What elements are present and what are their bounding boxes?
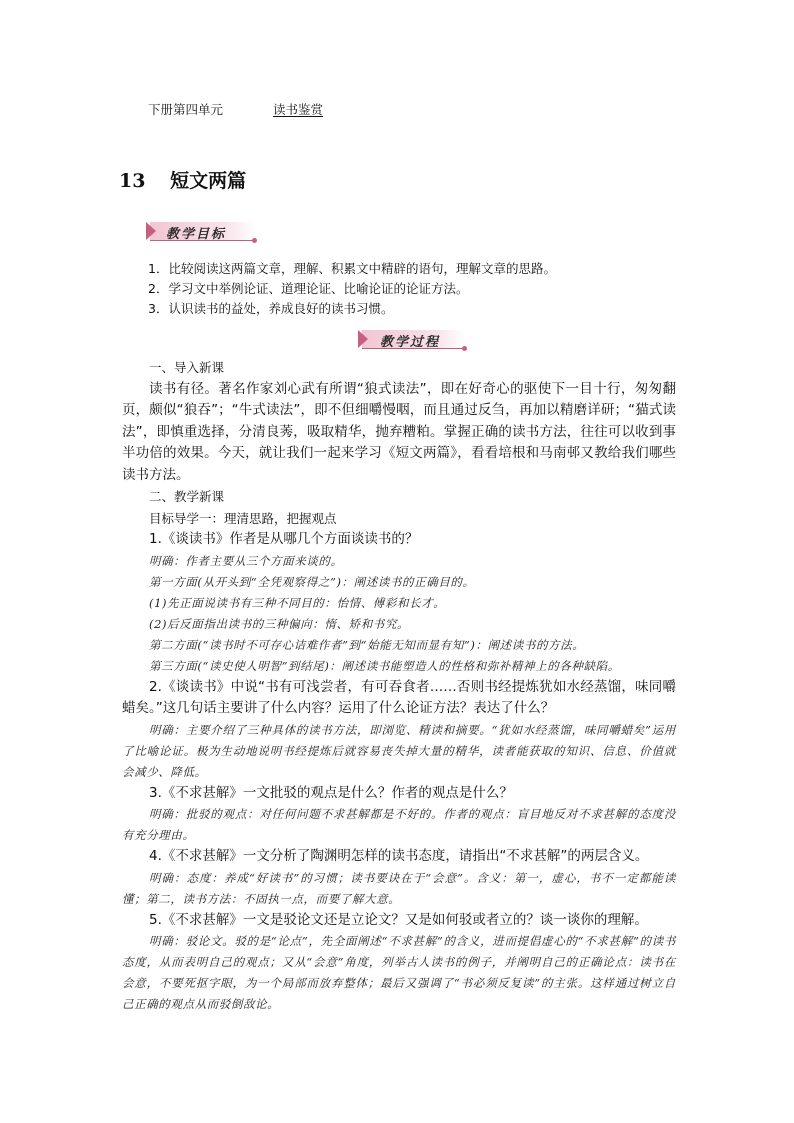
banner-dot-icon — [462, 346, 467, 351]
banner-flag-icon — [146, 222, 156, 240]
answer-1-part: (1)先正面说读书有三种不同目的：怡情、傅彩和长才。 — [149, 595, 446, 610]
goal-item: 3．认识读书的益处，养成良好的读书习惯。 — [148, 301, 394, 316]
goals-banner-label: 教学目标 — [166, 227, 227, 242]
goals-list — [148, 259, 556, 319]
section-heading: 二、教学新课 — [149, 489, 225, 504]
answer-1-part: 第二方面(“读书时不可存心诘难作者”到“始能无知而显有知”)：阐述读书的方法。 — [149, 637, 585, 652]
question-5: 5.《不求甚解》一文是驳论文还是立论文？又是如何驳或者立的？谈一谈你的理解。 — [149, 911, 648, 928]
answer-1-part: 第三方面(“读史使人明智”到结尾)：阐述读书能塑造人的性格和弥补精神上的各种缺陷。 — [149, 658, 620, 673]
process-banner-label: 教学过程 — [380, 335, 441, 350]
question-1: 1.《谈读书》作者是从哪几个方面谈读书的？ — [149, 531, 419, 547]
question-2: 2.《谈读书》中说“书有可浅尝者，有可吞食者……否则书经提炼犹如水经蒸馏，味同嚼蜡矣。”这几句话主要讲了什么内容？运用了什么论证方法？表达了什么？ — [122, 678, 676, 716]
question-4: 4.《不求甚解》一文分析了陶渊明怎样的读书态度，请指出“不求甚解”的两层含义。 — [149, 848, 649, 864]
goal-item: 2．学习文中举例论证、道理论证、比喻论证的论证方法。 — [148, 281, 469, 296]
lesson-name: 短文两篇 — [170, 170, 247, 192]
process-banner — [358, 330, 476, 350]
banner-dot-icon — [252, 238, 257, 243]
answer-1-part: (2)后反面指出读书的三种偏向：惰、矫和书究。 — [149, 616, 410, 631]
lesson-number: 13 — [119, 170, 146, 192]
answer-4: 明确：态度：养成“好读书”的习惯；读书要诀在于“会意”。含义：第一，虚心，书不一定都能读懂；第二，读书方法：不固执一点，而要了解大意。 — [122, 870, 676, 906]
page-header — [148, 100, 323, 118]
lesson-content — [122, 357, 676, 1015]
question-3: 3.《不求甚解》一文批驳的观点是什么？作者的观点是什么？ — [149, 784, 513, 801]
answer-1: 明确：作者主要从三个方面来谈的。 — [149, 553, 343, 568]
intro-paragraph: 读书有径。著名作家刘心武有所谓“狼式读法”，即在好奇心的驱使下一目十行，匆匆翻页，颇似“狼吞”；“牛式读法”，即不但细嚼慢咽，而且通过反刍，再加以精磨详研；“猫式读法”，即慎重选择，分清良莠，吸取精华，抛弃糟粕。掌握正确的读书方法，往往可以收到事半功倍的效果。今天，就让我们一起来学习《短文两篇》，看看培根和马南邨又教给我们哪些读书方法。 — [122, 380, 676, 483]
banner-flag-icon — [358, 330, 368, 348]
answer-3: 明确：批驳的观点：对任何问题不求甚解都是不好的。作者的观点：盲目地反对不求甚解的态度没有充分理由。 — [122, 807, 676, 842]
answer-1-part: 第一方面(从开头到“全凭观察得之”)：阐述读书的正确目的。 — [149, 574, 475, 589]
answer-5: 明确：驳论文。驳的是“论点”，先全面阐述“不求甚解”的含义，进而提倡虚心的“不求甚解”的读书态度，从而表明自己的观点；又从“会意”角度，列举古人读书的例子，并阐明自己的正确论点：读书在会意，不要死抠字眼，为一个局部而放弃整体；最后又强调了“书必须反复读”的主张。这样通过树立自己正确的观点从而驳倒敌论。 — [122, 934, 676, 1011]
guide-heading: 目标导学一：理清思路，把握观点 — [149, 510, 337, 526]
goal-item: 1．比较阅读这两篇文章，理解、积累文中精辟的语句，理解文章的思路。 — [148, 261, 556, 276]
goals-banner — [146, 222, 264, 242]
unit-label: 下册第四单元 — [148, 102, 224, 117]
section-heading: 一、导入新课 — [149, 360, 225, 375]
answer-2: 明确：主要介绍了三种具体的读书方法，即浏览、精读和摘要。“犹如水经蒸馏，味同嚼蜡矣”运用了比喻论证。极为生动地说明书经提炼后就容易丧失掉大量的精华，读者能获取的知识、信息、价值就会减少、降低。 — [122, 722, 676, 779]
topic-label: 读书鉴赏 — [273, 102, 324, 117]
lesson-title — [119, 166, 246, 193]
